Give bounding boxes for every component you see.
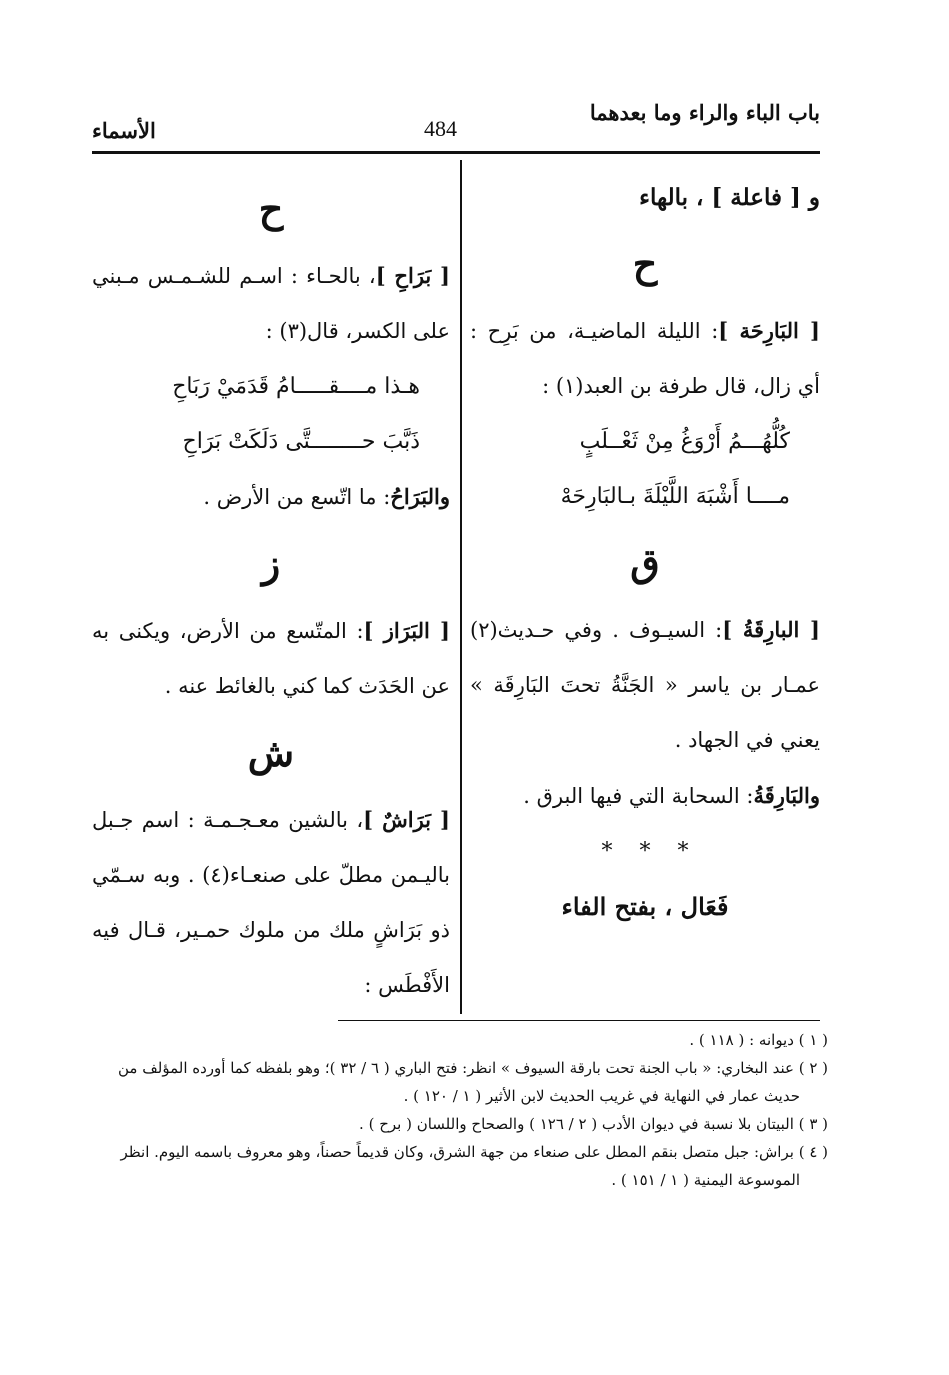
entry-text: : المتّسع من الأرض، ويكنى به عن الحَدَث كما كني بالغائط عنه . xyxy=(92,619,450,698)
footnote-2-continued: حديث عمار في النهاية في غريب الحديث لابن الأثير ( ١ / ١٢٠ ) . xyxy=(403,1087,800,1105)
verse-line: هـذا مــــقـــــامُ قَدَمَيْ رَبَاحِ xyxy=(172,374,420,399)
left-column xyxy=(92,170,450,1013)
footnotes xyxy=(100,1026,828,1194)
page-number: 484 xyxy=(424,116,457,141)
letter-heading-ha: ح xyxy=(258,186,284,231)
verse-line: مــــا أَشْبَهَ اللَّيْلَةَ بـالبَارِحَهْ xyxy=(560,484,790,509)
entry-albariqa xyxy=(470,602,820,768)
footnote-1: ( ١ ) ديوانه : ( ١١٨ ) . xyxy=(689,1031,828,1049)
section-running-title: الأسماء xyxy=(92,118,156,143)
footnote-3: ( ٣ ) البيتان بلا نسبة في ديوان الأدب ( ٢ / ١٢٦ ) والصحاح واللسان ( برح ) . xyxy=(359,1115,828,1133)
entry-barash xyxy=(92,792,450,1013)
verse-line: ذَبَّبَ حــــــــتَّى دَلَكَتْ بَرَاحِ xyxy=(182,429,420,454)
right-column xyxy=(470,170,820,934)
headword: والبَارِقَةُ xyxy=(753,783,820,808)
column-divider xyxy=(460,160,462,1014)
footnote-4-continued: الموسوعة اليمنية ( ١ / ١٥١ ) . xyxy=(611,1171,800,1189)
headword: [ بَرَاحِ ] xyxy=(375,263,450,288)
section-heading: و [ فاعلة ] ، بالهاء xyxy=(639,184,820,211)
headword: [ البَرَاز ] xyxy=(363,618,450,643)
entry-text: : السيـوف . وفي حـديث(٢) عمـار بن ياسر « الجَنَّةُ تحتَ البَارِقَة » يعني في الجهاد . xyxy=(470,618,820,752)
chapter-title: باب الباء والراء وما بعدهما xyxy=(589,100,820,125)
entry-albariha xyxy=(470,303,820,414)
footnote-rule xyxy=(338,1020,820,1021)
footnote-4: ( ٤ ) براش: جبل متصل بنقم المطل على صنعاء من جهة الشرق، وكان قديماً حصناً، وهو معروف باسمه اليوم. انظر xyxy=(120,1143,828,1161)
pattern-heading: فَعَال ، بفتح الفاء xyxy=(561,892,729,921)
headword: والبَرَاحُ xyxy=(390,484,450,509)
headword: [ البارِقَةُ ] xyxy=(722,617,820,642)
entry-text: ، بالشين معـجـمـة : اسم جـبل باليـمن مطلّ على صنعـاء(٤) . وبه سـمّي ذو بَرَاشٍ ملك من ملوك حمـير، قـال فيه الأَفْطَس : xyxy=(92,808,450,997)
entry-text: : السحابة التي فيها البرق . xyxy=(523,784,754,808)
letter-heading-ha: ح xyxy=(632,241,658,286)
entry-albaraz xyxy=(92,603,450,714)
headword: [ البَارِحَة ] xyxy=(718,318,820,343)
entry-barahi xyxy=(92,248,450,359)
letter-heading-zay: ز xyxy=(261,541,281,586)
section-separator-stars: * * * xyxy=(601,839,689,864)
entry-text: ، بالحـاء : اسـم للشـمـس مـبني على الكسر، قال(٣) : xyxy=(92,264,450,343)
entry-albariqa-cloud xyxy=(470,768,820,824)
entry-albarah xyxy=(92,469,450,525)
page-header xyxy=(92,100,820,152)
entry-text: : ما اتّسع من الأرض . xyxy=(203,485,391,509)
entry-text: : الليلة الماضيـة، من بَرِح : أي زال، قال طرفة بن العبد(١) : xyxy=(470,319,820,398)
verse-line: كُلُّهُـــمُ أَرْوَغُ مِنْ ثَعْــلَبٍ xyxy=(579,429,790,454)
letter-heading-qaf: ق xyxy=(630,540,660,585)
letter-heading-shin: ش xyxy=(247,730,295,775)
header-rule xyxy=(92,151,820,154)
headword: [ بَرَاشٌ ] xyxy=(363,807,450,832)
footnote-2: ( ٢ ) عند البخاري: « باب الجنة تحت بارقة السيوف » انظر: فتح الباري ( ٦ / ٣٢ )؛ وهو بلفظه كما أورده المؤلف من xyxy=(118,1059,828,1077)
